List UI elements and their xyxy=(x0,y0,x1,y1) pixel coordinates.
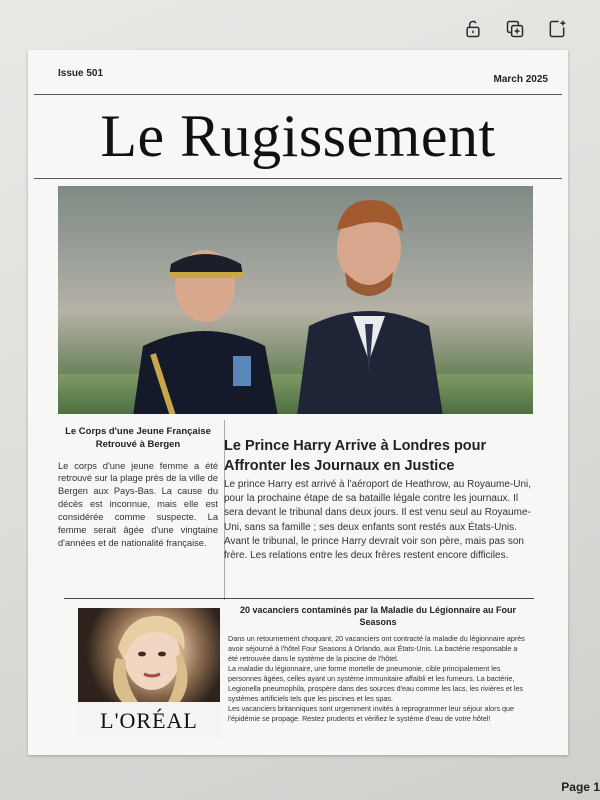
section-divider xyxy=(64,598,534,599)
left-article-headline: Le Corps d'une Jeune Française Retrouvé à Bergen xyxy=(65,426,211,450)
issue-date: March 2025 xyxy=(493,74,548,85)
masthead-top-rule xyxy=(34,94,562,95)
bottom-article-headline: 20 vacanciers contaminés par la Maladie du Légionnaire au Four Seasons xyxy=(239,605,517,628)
masthead-bottom-rule xyxy=(34,178,562,179)
newspaper-page[interactable] xyxy=(28,50,568,755)
masthead-title: Le Rugissement xyxy=(100,103,496,169)
bottom-article-paragraph: Les vacanciers britanniques sont urgemment invités à reprogrammer leur séjour alors que l'épidémie se propage. Restez prudents et vérifiez le système d'eau de votre hôtel! xyxy=(228,704,515,724)
bottom-article-paragraph: Dans un retournement choquant, 20 vacanciers ont contracté la maladie du légionnaire après avoir séjourné à l'hôtel Four Seasons à Orlando, aux États-Unis. La bactérie responsable a été retrouvée dans le système de la piscine de l'hôtel. xyxy=(228,634,525,663)
main-article-body: Le prince Harry est arrivé à l'aéroport de Heathrow, au Royaume-Uni, pour la prochaine étape de sa bataille légale contre les journaux. Il sera devant le tribunal dans deux jours. Il est venu seul au Royaume-Uni, sans sa famille ; ses deux enfants sont restés aux États-Unis. Avant le tribunal, le prince Harry devrait voir son père, mais pas son frère. Les relations entre les deux frères restent encore difficiles. xyxy=(224,479,532,561)
left-article xyxy=(58,426,218,549)
copy-add-icon[interactable] xyxy=(504,18,526,40)
left-article-body: Le corps d'une jeune femme a été retrouvé sur la plage près de la ville de Bergen aux Pays-Bas. La cause du décès est inconnue, mais elle est considérée comme suspecte. La femme serait âgée d'une vingtaine d'années et de nationalité française. xyxy=(58,460,218,548)
ad-photo xyxy=(78,608,220,702)
page-number: Page 1 xyxy=(561,780,600,794)
ad-brand: L'ORÉAL xyxy=(100,708,198,733)
bottom-article-body xyxy=(228,634,528,725)
hero-photo xyxy=(58,186,533,414)
unlock-icon[interactable] xyxy=(462,18,484,40)
toolbar xyxy=(462,18,568,40)
main-article-headline: Le Prince Harry Arrive à Londres pour Affronter les Journaux en Justice xyxy=(224,438,487,475)
add-page-icon[interactable] xyxy=(546,18,568,40)
bottom-article-paragraph: La maladie du légionnaire, une forme mortelle de pneumonie, cible principalement les personnes âgées, celles ayant un système immunitaire affaibli et les fumeurs. La bactérie, Legionella pneumophila, prospère dans des sources d'eau comme les lacs, les rivières et les systèmes artificiels tels que les piscines et les spas. xyxy=(228,664,524,703)
advertisement[interactable] xyxy=(78,608,220,738)
hero-figure-right xyxy=(283,186,453,414)
issue-number: Issue 501 xyxy=(58,68,104,79)
hero-figure-left xyxy=(113,236,283,414)
